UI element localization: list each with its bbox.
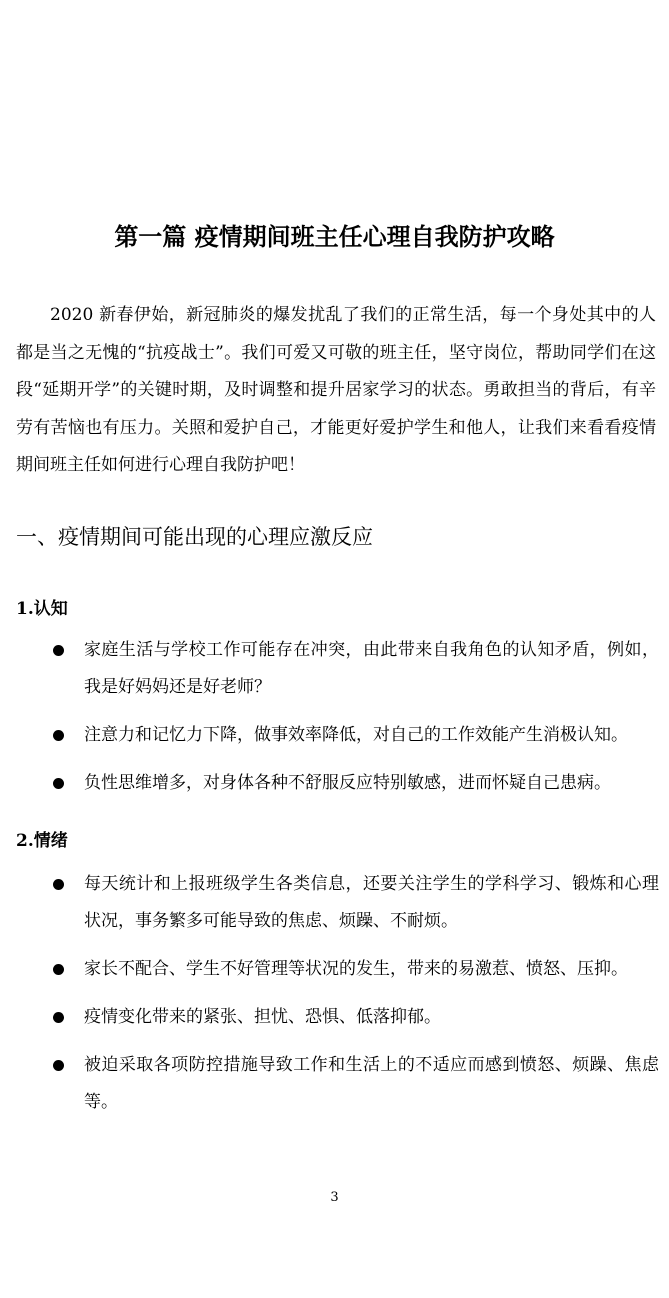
bullet-dot-icon (53, 730, 64, 741)
list-item-text: 负性思维增多，对身体各种不舒服反应特别敏感，进而怀疑自己患病。 (84, 773, 611, 793)
list-item-text: 注意力和记忆力下降，做事效率降低，对自己的工作效能产生消极认知。 (84, 725, 628, 745)
intro-paragraph: 2020 新春伊始，新冠肺炎的爆发扰乱了我们的正常生活，每一个身处其中的人都是当之无愧的“抗疫战士”。我们可爱又可敬的班主任，坚守岗位，帮助同学们在这段“延期开学”的关键时期，及时调整和提升居家学习的状态。勇敢担当的背后，有辛劳有苦恼也有压力。关照和爱护自己，才能更好爱护学生和他人，让我们来看看疫情期间班主任如何进行心理自我防护吧！ (16, 305, 656, 475)
list-item (0, 632, 669, 706)
emotion-list (0, 866, 669, 1132)
bullet-dot-icon (53, 1060, 64, 1071)
list-item-text: 每天统计和上报班级学生各类信息，还要关注学生的学科学习、锻炼和心理状况，事务繁多可能导致的焦虑、烦躁、不耐烦。 (84, 874, 659, 931)
cognition-list (0, 632, 669, 813)
bullet-dot-icon (53, 964, 64, 975)
list-item (0, 765, 669, 802)
list-item-text: 疫情变化带来的紧张、担忧、恐惧、低落抑郁。 (84, 1007, 441, 1027)
bullet-dot-icon (53, 1012, 64, 1023)
list-item (0, 866, 669, 940)
bullet-dot-icon (53, 778, 64, 789)
list-item-text: 家庭生活与学校工作可能存在冲突，由此带来自我角色的认知矛盾，例如，我是好妈妈还是好老师？ (84, 640, 659, 697)
page-number: 3 (330, 1190, 339, 1205)
subsection-heading-emotion: 2.情绪 (16, 831, 68, 851)
list-item (0, 999, 669, 1036)
list-item-text: 被迫采取各项防控措施导致工作和生活上的不适应而感到愤怒、烦躁、焦虑等。 (84, 1055, 659, 1112)
list-item (0, 717, 669, 754)
page-title: 第一篇 疫情期间班主任心理自我防护攻略 (114, 223, 555, 251)
subsection-heading-cognition: 1.认知 (16, 599, 68, 619)
list-item (0, 951, 669, 988)
section-heading: 一、疫情期间可能出现的心理应激反应 (16, 525, 373, 549)
bullet-dot-icon (53, 645, 64, 656)
bullet-dot-icon (53, 879, 64, 890)
list-item (0, 1047, 669, 1121)
list-item-text: 家长不配合、学生不好管理等状况的发生，带来的易激惹、愤怒、压抑。 (84, 959, 628, 979)
